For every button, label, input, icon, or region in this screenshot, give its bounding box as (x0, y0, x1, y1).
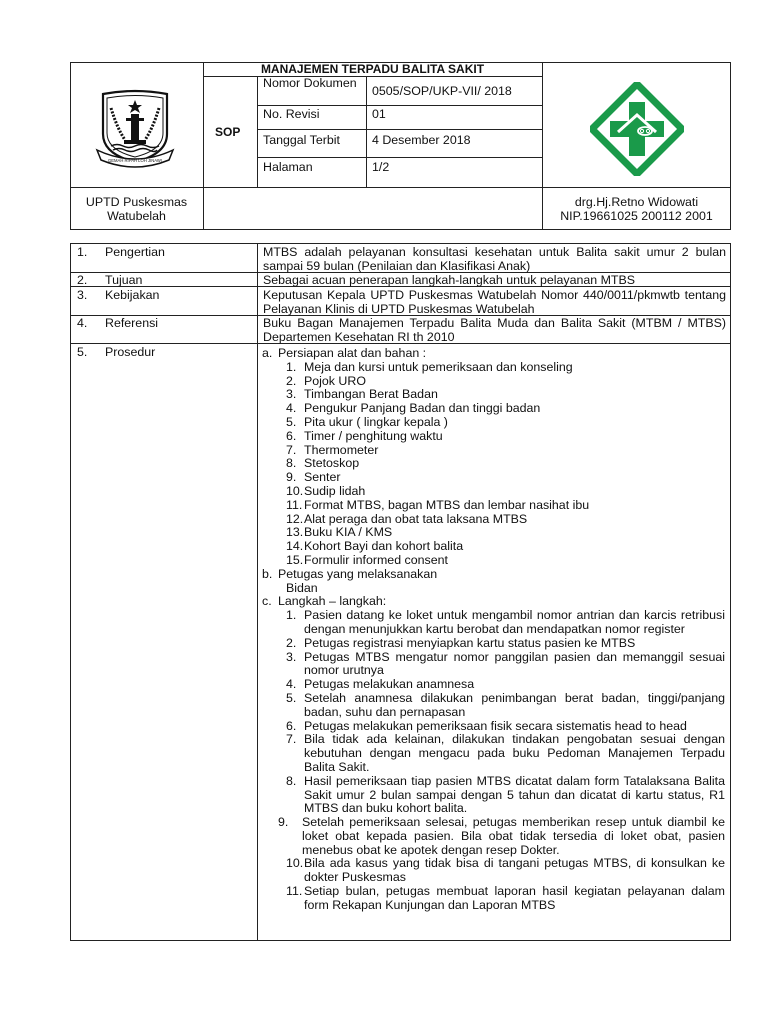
document-title: MANAJEMEN TERPADU BALITA SAKIT (260, 62, 485, 76)
list-item-number: 4. (286, 401, 297, 416)
list-item (262, 540, 725, 554)
list-item-number: 11. (286, 884, 303, 899)
list-item (262, 857, 725, 885)
list-item (262, 430, 725, 444)
list-item (262, 416, 725, 430)
procedure-section-a: a. Persiapan alat dan bahan : (262, 346, 427, 360)
row-number: 5. (77, 345, 88, 359)
list-item (262, 651, 725, 679)
list-item (262, 733, 725, 774)
list-item-number: 4. (286, 677, 297, 692)
row-label-prosedur: Prosedur (105, 345, 156, 359)
list-item-text: Sudip lidah (304, 483, 366, 498)
emblem-ribbon-text: GEMAH RIPAH LOH JINAWI (108, 158, 162, 163)
value-halaman: 1/2 (372, 160, 390, 174)
list-item-number: 7. (286, 442, 297, 457)
list-item (262, 554, 725, 568)
list-item-text: Alat peraga dan obat tata laksana MTBS (304, 511, 528, 526)
equipment-list (262, 361, 725, 568)
list-item (262, 402, 725, 416)
list-item-text: Pojok URO (304, 373, 366, 388)
label-nomor-dokumen: Nomor Dokumen (263, 76, 357, 90)
list-item (262, 375, 725, 389)
list-item (262, 361, 725, 375)
row-number: 1. (77, 245, 88, 259)
list-item-text: Senter (304, 470, 341, 485)
list-item (262, 471, 725, 485)
list-item-number: 12. (286, 511, 304, 526)
list-item-number: 5. (286, 690, 297, 705)
list-item-number: 5. (286, 414, 297, 429)
list-item-number: 11. (286, 497, 303, 512)
list-item-number: 6. (286, 428, 297, 443)
list-item-text: Setelah pemeriksaan selesai, petugas memberikan resep untuk diambil ke loket obat kepada pasien. Bila obat tidak tersedia di loket obat, pasien menebus obat ke apotek dengan resep Dokter. (302, 815, 725, 857)
list-item-number: 9. (278, 815, 289, 830)
signer-name: drg.Hj.Retno Widowati (574, 195, 699, 209)
list-item (262, 444, 725, 458)
list-item-number: 8. (286, 773, 297, 788)
list-item-number: 7. (286, 732, 297, 747)
label-tanggal-terbit: Tanggal Terbit (263, 133, 340, 147)
row-label-referensi: Referensi (105, 316, 159, 330)
regional-emblem-icon (95, 88, 175, 168)
list-item (262, 720, 725, 734)
row-label-kebijakan: Kebijakan (105, 288, 160, 302)
signer-nip: NIP.19661025 200112 2001 (560, 209, 713, 223)
signer-block (542, 195, 731, 223)
row-text-pengertian: MTBS adalah pelayanan konsultasi kesehatan untuk Balita sakit umur 2 bulan sampai 59 bulan (Penilaian dan Klasifikasi Anak) (263, 245, 726, 273)
list-item (262, 513, 725, 527)
list-item-text: Format MTBS, bagan MTBS dan lembar nasihat ibu (304, 497, 590, 512)
value-nomor-dokumen: 0505/SOP/UKP-VII/ 2018 (372, 84, 512, 98)
list-item (262, 885, 725, 913)
list-item-text: Timer / penghitung waktu (304, 428, 443, 443)
list-item (262, 388, 725, 402)
list-item-number: 1. (286, 359, 297, 374)
list-item (262, 637, 725, 651)
list-item-number: 3. (286, 387, 297, 402)
list-item-text: Stetoskop (304, 456, 360, 471)
procedure-section-c: c. Langkah – langkah: (262, 594, 387, 609)
steps-list (262, 609, 725, 913)
value-no-revisi: 01 (372, 107, 386, 121)
label-halaman: Halaman (263, 160, 313, 174)
list-item-text: Bila ada kasus yang tidak bisa di tangani petugas MTBS, di konsulkan ke dokter Puskesmas (304, 856, 725, 885)
list-item-text: Petugas MTBS mengatur nomor panggilan pasien dan memanggil sesuai nomor urutnya (304, 649, 725, 678)
list-item (262, 485, 725, 499)
list-item-text: Petugas melakukan pemeriksaan fisik secara sistematis head to head (304, 718, 687, 733)
list-item (262, 499, 725, 513)
list-item-text: Hasil pemeriksaan tiap pasien MTBS dicatat dalam form Tatalaksana Balita Sakit umur 2 bulan sampai dengan 5 tahun dan dicatat di kartu status, R1 MTBS dan buku kohort balita. (304, 773, 725, 816)
row-label-pengertian: Pengertian (105, 245, 165, 259)
row-number: 4. (77, 316, 88, 330)
row-label-tujuan: Tujuan (105, 273, 143, 287)
list-item-number: 9. (286, 470, 297, 485)
list-item-text: Timbangan Berat Badan (304, 387, 438, 402)
list-item-text: Pasien datang ke loket untuk mengambil nomor antrian dan karcis retribusi dengan menunjukkan kartu berobat dan mendapatkan nomor register (304, 608, 725, 636)
list-item-number: 8. (286, 456, 297, 471)
list-item (262, 775, 725, 816)
puskesmas-logo-icon (590, 82, 684, 176)
list-item-number: 10. (286, 856, 304, 871)
label-no-revisi: No. Revisi (263, 107, 320, 121)
row-number: 3. (77, 288, 88, 302)
list-item-text: Bila tidak ada kelainan, dilakukan tindakan pengobatan sesuai dengan kebutuhan dengan mengacu pada buku Pedoman Manajemen Terpadu Balita Sakit. (304, 732, 725, 774)
officer-value: Bidan (286, 580, 318, 595)
list-item-text: Setelah anamnesa dilakukan penimbangan berat badan, tinggi/panjang badan, suhu dan pernapasan (304, 690, 725, 719)
list-item-text: Meja dan kursi untuk pemeriksaan dan konseling (304, 359, 573, 374)
procedure-section-b: b. Petugas yang melaksanakan (262, 566, 438, 581)
sop-label: SOP (215, 125, 241, 139)
list-item-text: Buku KIA / KMS (304, 525, 393, 540)
row-number: 2. (77, 273, 88, 287)
list-item-text: Formulir informed consent (304, 552, 448, 567)
list-item-text: Thermometer (304, 442, 379, 457)
list-item-number: 15. (286, 552, 304, 567)
list-item-number: 2. (286, 373, 297, 388)
list-item-number: 14. (286, 539, 304, 554)
value-tanggal-terbit: 4 Desember 2018 (372, 133, 471, 147)
list-item (262, 692, 725, 720)
list-item-text: Kohort Bayi dan kohort balita (304, 539, 464, 554)
org-name: UPTD Puskesmas Watubelah (85, 195, 188, 223)
list-item-number: 13. (286, 525, 304, 540)
list-item (262, 457, 725, 471)
list-item-number: 1. (286, 608, 297, 623)
row-text-tujuan: Sebagai acuan penerapan langkah-langkah untuk pelayanan MTBS (263, 273, 635, 287)
list-item-number: 6. (286, 718, 297, 733)
list-item (262, 678, 725, 692)
list-item (262, 816, 725, 857)
list-item-number: 2. (286, 635, 297, 650)
row-text-kebijakan: Keputusan Kepala UPTD Puskesmas Watubelah Nomor 440/0011/pkmwtb tentang Pelayanan Klinis di UPTD Puskesmas Watubelah (263, 288, 726, 316)
row-text-referensi: Buku Bagan Manajemen Terpadu Balita Muda dan Balita Sakit (MTBM / MTBS) Departemen Kesehatan RI th 2010 (263, 316, 726, 344)
list-item-text: Petugas registrasi menyiapkan kartu status pasien ke MTBS (304, 635, 636, 650)
list-item-text: Pita ukur ( lingkar kepala ) (304, 414, 448, 429)
list-item-text: Petugas melakukan anamnesa (304, 677, 475, 692)
list-item (262, 609, 725, 637)
list-item-number: 3. (286, 649, 297, 664)
list-item-text: Pengukur Panjang Badan dan tinggi badan (304, 401, 541, 416)
list-item-text: Setiap bulan, petugas membuat laporan hasil kegiatan pelayanan dalam form Rekapan Kunjungan dan Laporan MTBS (304, 884, 725, 912)
procedure-content (262, 347, 725, 913)
list-item-number: 10. (286, 483, 304, 498)
list-item (262, 526, 725, 540)
